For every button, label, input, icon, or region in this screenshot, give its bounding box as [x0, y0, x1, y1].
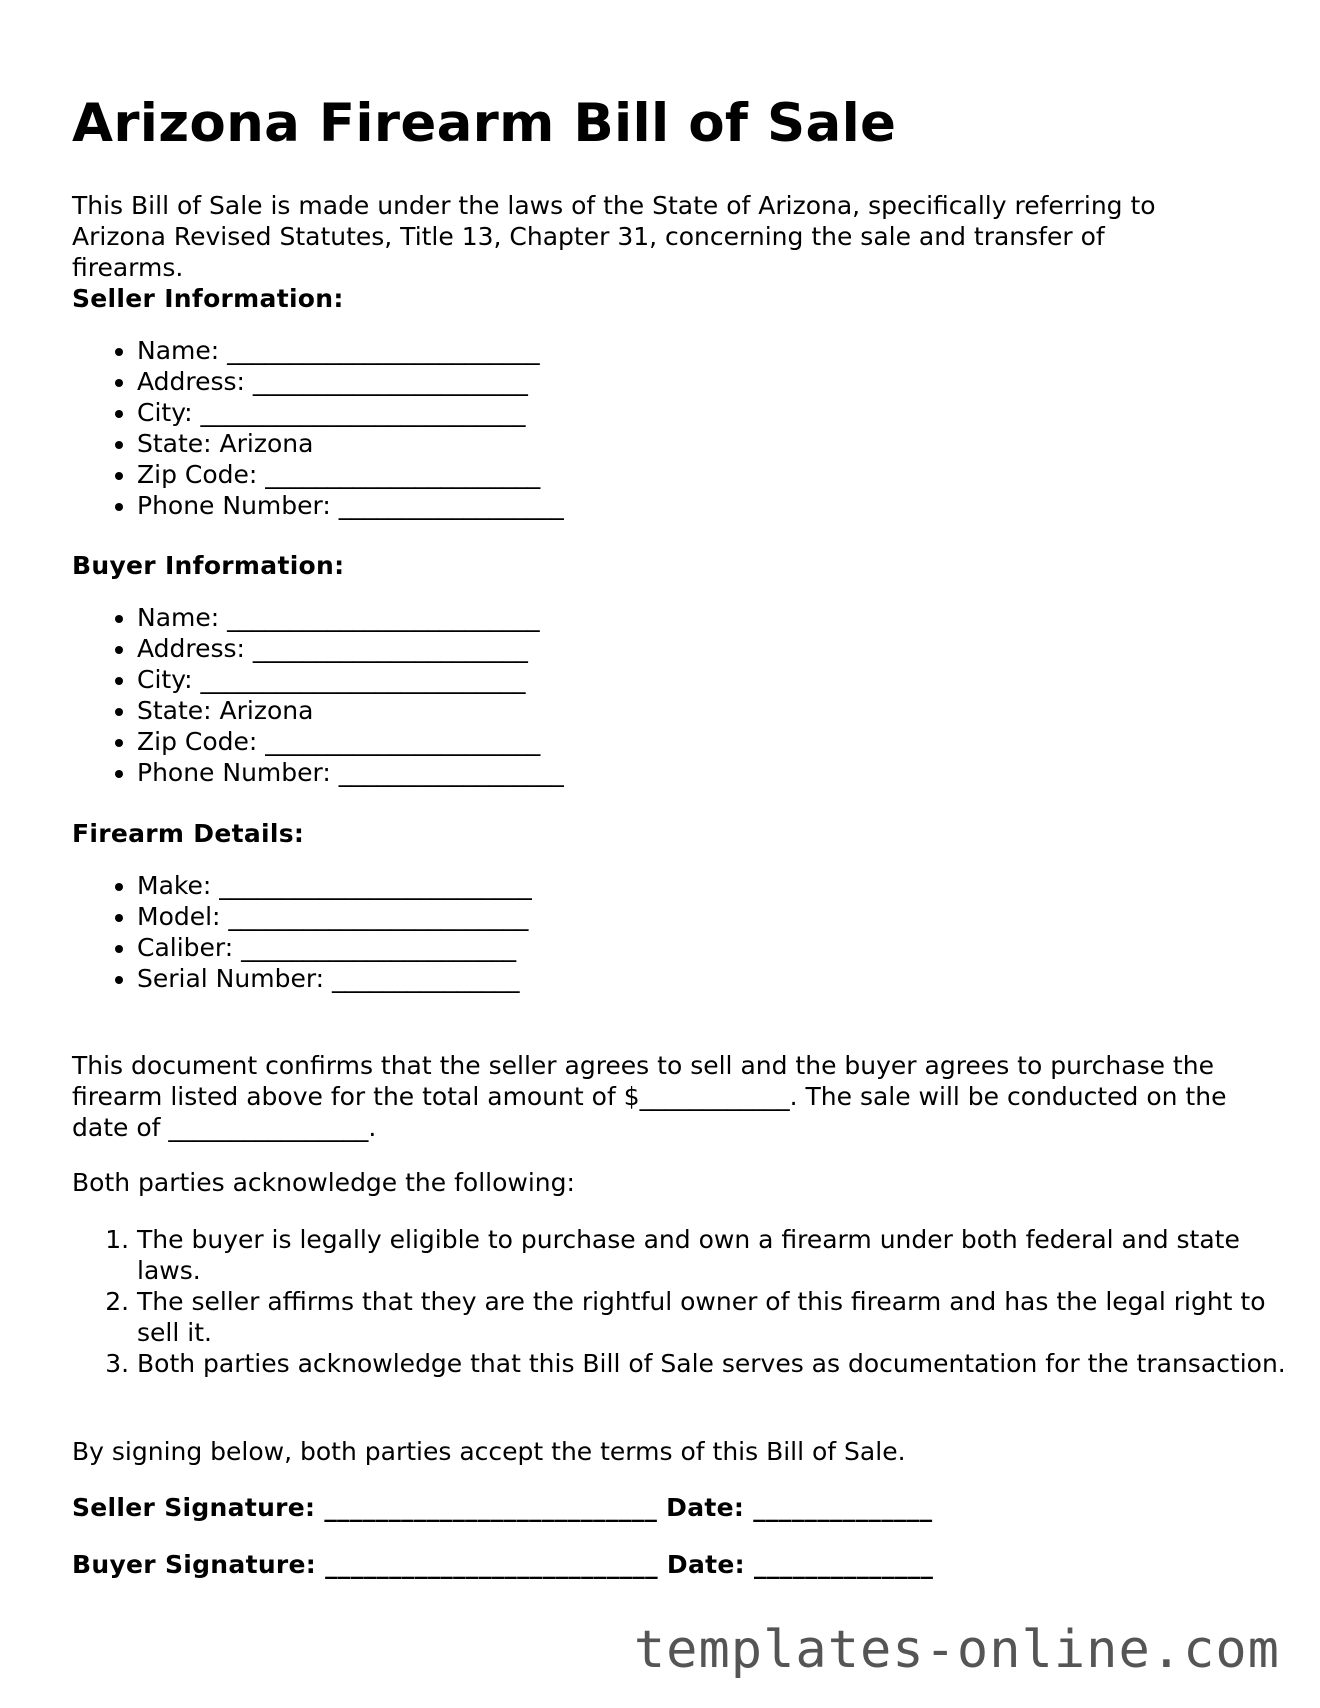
- seller-fields-list: [72, 335, 564, 521]
- firearm-fields-list: [72, 870, 532, 994]
- signing-statement: By signing below, both parties accept the terms of this Bill of Sale.: [72, 1437, 906, 1466]
- seller-phone-field: • Phone Number: __________________: [137, 490, 564, 521]
- acknowledge-intro: Both parties acknowledge the following:: [72, 1168, 575, 1197]
- acknowledgement-item: 1. The buyer is legally eligible to purchase and own a firearm under both federal and state laws.: [137, 1224, 1297, 1286]
- seller-name-field: • Name: _________________________: [137, 335, 564, 366]
- buyer-heading: Buyer Information:: [72, 551, 345, 580]
- buyer-fields-list: [72, 602, 564, 788]
- confirmation-paragraph: This document confirms that the seller agrees to sell and the buyer agrees to purchase the firearm listed above for the total amount of $____________. The sale will be conducted on the date of ________________.: [72, 1051, 1227, 1142]
- firearm-model-field: • Model: ________________________: [137, 901, 532, 932]
- firearm-heading: Firearm Details:: [72, 819, 305, 848]
- buyer-zip-field: • Zip Code: ______________________: [137, 726, 564, 757]
- buyer-phone-field: • Phone Number: __________________: [137, 757, 564, 788]
- firearm-serial-field: • Serial Number: _______________: [137, 963, 532, 994]
- intro-paragraph: This Bill of Sale is made under the laws of the State of Arizona, specifically referring to Arizona Revised Statutes, Title 13, Chapter 31, concerning the sale and transfer of firearms.: [72, 191, 1156, 282]
- buyer-signature-line: Buyer Signature: __________________________ Date: ______________: [72, 1550, 934, 1579]
- page-title: Arizona Firearm Bill of Sale: [72, 93, 897, 154]
- buyer-city-field: • City: __________________________: [137, 664, 564, 695]
- acknowledgement-item: 2. The seller affirms that they are the rightful owner of this firearm and has the legal right to sell it.: [137, 1286, 1297, 1348]
- seller-signature-line: Seller Signature: __________________________ Date: ______________: [72, 1493, 933, 1522]
- buyer-name-field: • Name: _________________________: [137, 602, 564, 633]
- seller-city-field: • City: __________________________: [137, 397, 564, 428]
- seller-address-field: • Address: ______________________: [137, 366, 564, 397]
- seller-heading: Seller Information:: [72, 284, 344, 313]
- firearm-caliber-field: • Caliber: ______________________: [137, 932, 532, 963]
- firearm-make-field: • Make: _________________________: [137, 870, 532, 901]
- seller-state-field: • State: Arizona: [137, 428, 564, 459]
- acknowledgements-list: [72, 1224, 1297, 1379]
- seller-zip-field: • Zip Code: ______________________: [137, 459, 564, 490]
- buyer-state-field: • State: Arizona: [137, 695, 564, 726]
- acknowledgement-item: 3. Both parties acknowledge that this Bill of Sale serves as documentation for the transaction.: [137, 1348, 1297, 1379]
- buyer-address-field: • Address: ______________________: [137, 633, 564, 664]
- watermark: templates-online.com: [633, 1620, 1280, 1680]
